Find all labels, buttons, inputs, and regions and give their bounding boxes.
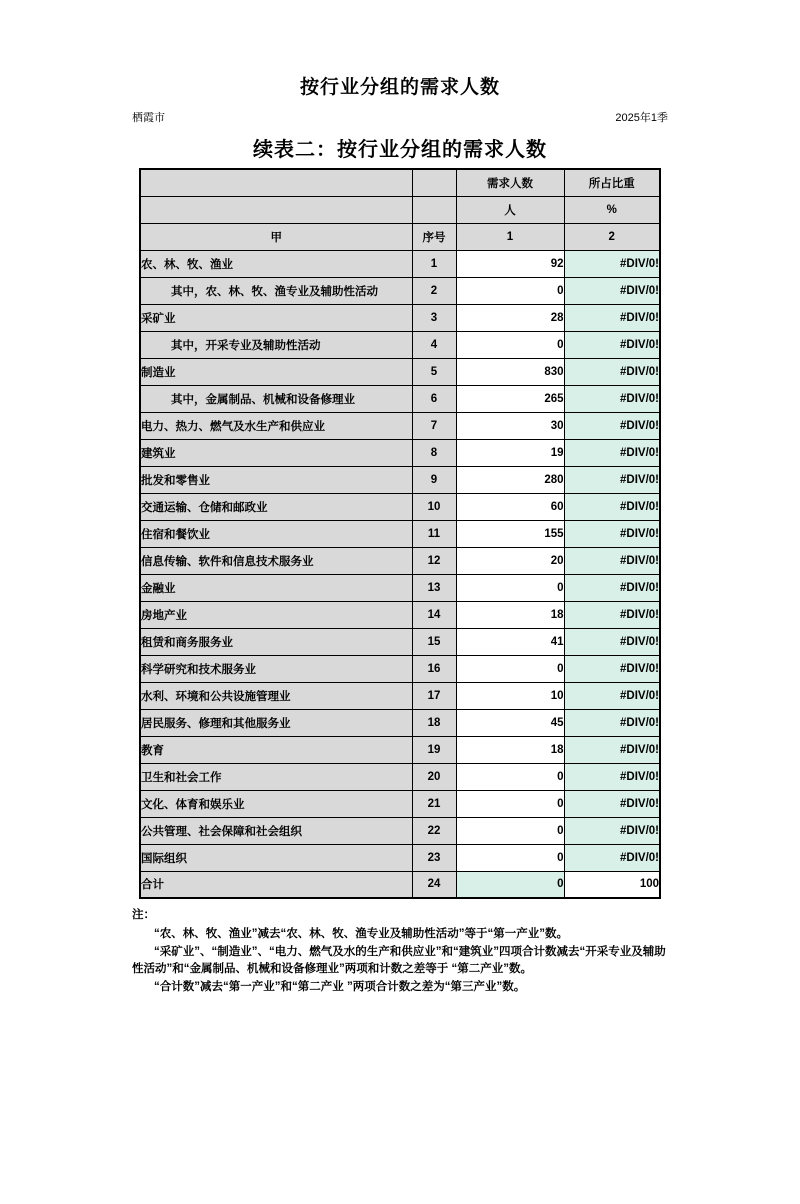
- row-industry-name: 合计: [140, 871, 412, 898]
- row-industry-name: 批发和零售业: [140, 466, 412, 493]
- row-sequence-number: 5: [412, 358, 456, 385]
- row-demand-value: 0: [456, 763, 564, 790]
- row-sequence-number: 10: [412, 493, 456, 520]
- row-demand-value: 19: [456, 439, 564, 466]
- table-title: 续表二：按行业分组的需求人数: [253, 139, 547, 161]
- row-share-value: #DIV/0!: [564, 628, 660, 655]
- industry-demand-table: [139, 168, 661, 899]
- table-row: [140, 601, 660, 628]
- row-demand-value: 0: [456, 655, 564, 682]
- table-row: [140, 439, 660, 466]
- row-industry-name: 公共管理、社会保障和社会组织: [140, 817, 412, 844]
- row-sequence-number: 7: [412, 412, 456, 439]
- row-sequence-number: 17: [412, 682, 456, 709]
- row-industry-name: 其中，农、林、牧、渔专业及辅助性活动: [140, 277, 412, 304]
- row-share-value: #DIV/0!: [564, 331, 660, 358]
- row-share-value: #DIV/0!: [564, 817, 660, 844]
- row-industry-name: 房地产业: [140, 601, 412, 628]
- row-demand-value: 0: [456, 331, 564, 358]
- row-share-value: #DIV/0!: [564, 412, 660, 439]
- header-col-2: 2: [564, 223, 660, 250]
- row-demand-value: 18: [456, 736, 564, 763]
- row-industry-name: 住宿和餐饮业: [140, 520, 412, 547]
- row-demand-value: 18: [456, 601, 564, 628]
- row-industry-name: 国际组织: [140, 844, 412, 871]
- row-share-value: #DIV/0!: [564, 709, 660, 736]
- table-row: [140, 790, 660, 817]
- table-row: [140, 871, 660, 898]
- row-demand-value: 10: [456, 682, 564, 709]
- table-header-row-3: [140, 223, 660, 250]
- table-row: [140, 358, 660, 385]
- row-share-value: #DIV/0!: [564, 682, 660, 709]
- row-sequence-number: 19: [412, 736, 456, 763]
- table-row: [140, 709, 660, 736]
- row-share-value: #DIV/0!: [564, 304, 660, 331]
- table-row: [140, 682, 660, 709]
- row-industry-name: 水利、环境和公共设施管理业: [140, 682, 412, 709]
- row-demand-value: 265: [456, 385, 564, 412]
- row-share-value: #DIV/0!: [564, 844, 660, 871]
- row-demand-value: 155: [456, 520, 564, 547]
- row-sequence-number: 2: [412, 277, 456, 304]
- table-row: [140, 412, 660, 439]
- document-meta: [132, 109, 668, 125]
- row-share-value: #DIV/0!: [564, 250, 660, 277]
- row-demand-value: 0: [456, 871, 564, 898]
- row-sequence-number: 20: [412, 763, 456, 790]
- table-row: [140, 628, 660, 655]
- document-page: [0, 72, 800, 1204]
- table-row: [140, 466, 660, 493]
- table-row: [140, 844, 660, 871]
- row-industry-name: 租赁和商务服务业: [140, 628, 412, 655]
- row-share-value: #DIV/0!: [564, 358, 660, 385]
- row-industry-name: 信息传输、软件和信息技术服务业: [140, 547, 412, 574]
- row-industry-name: 交通运输、仓储和邮政业: [140, 493, 412, 520]
- table-row: [140, 520, 660, 547]
- row-sequence-number: 6: [412, 385, 456, 412]
- row-industry-name: 电力、热力、燃气及水生产和供应业: [140, 412, 412, 439]
- period-label: 2025年1季: [615, 112, 668, 124]
- row-share-value: #DIV/0!: [564, 493, 660, 520]
- table-row: [140, 304, 660, 331]
- row-demand-value: 280: [456, 466, 564, 493]
- row-sequence-number: 16: [412, 655, 456, 682]
- table-row: [140, 277, 660, 304]
- row-demand-value: 45: [456, 709, 564, 736]
- table-row: [140, 655, 660, 682]
- row-industry-name: 其中，开采专业及辅助性活动: [140, 331, 412, 358]
- row-demand-value: 0: [456, 277, 564, 304]
- row-sequence-number: 1: [412, 250, 456, 277]
- row-share-value: #DIV/0!: [564, 439, 660, 466]
- row-sequence-number: 23: [412, 844, 456, 871]
- row-share-value: #DIV/0!: [564, 520, 660, 547]
- row-industry-name: 科学研究和技术服务业: [140, 655, 412, 682]
- row-demand-value: 830: [456, 358, 564, 385]
- row-sequence-number: 13: [412, 574, 456, 601]
- row-sequence-number: 18: [412, 709, 456, 736]
- row-demand-value: 28: [456, 304, 564, 331]
- row-share-value: #DIV/0!: [564, 547, 660, 574]
- table-row: [140, 493, 660, 520]
- row-demand-value: 20: [456, 547, 564, 574]
- row-share-value: 100: [564, 871, 660, 898]
- table-row: [140, 385, 660, 412]
- row-sequence-number: 8: [412, 439, 456, 466]
- row-share-value: #DIV/0!: [564, 277, 660, 304]
- row-industry-name: 卫生和社会工作: [140, 763, 412, 790]
- table-row: [140, 250, 660, 277]
- table-header-row-1: [140, 169, 660, 196]
- row-share-value: #DIV/0!: [564, 763, 660, 790]
- row-industry-name: 其中，金属制品、机械和设备修理业: [140, 385, 412, 412]
- row-demand-value: 60: [456, 493, 564, 520]
- row-demand-value: 30: [456, 412, 564, 439]
- table-row: [140, 736, 660, 763]
- row-industry-name: 采矿业: [140, 304, 412, 331]
- row-share-value: #DIV/0!: [564, 466, 660, 493]
- page-title: 按行业分组的需求人数: [299, 77, 500, 98]
- row-industry-name: 文化、体育和娱乐业: [140, 790, 412, 817]
- header-col-1: 1: [456, 223, 564, 250]
- row-demand-value: 0: [456, 574, 564, 601]
- note-line: “农、林、牧、渔业”减去“农、林、牧、渔专业及辅助性活动”等于“第一产业”数。: [154, 927, 568, 940]
- notes-heading: 注：: [132, 909, 155, 921]
- note-line: “合计数”减去“第一产业”和“第二产业 ”两项合计数之差为“第三产业”数。: [154, 981, 526, 994]
- row-demand-value: 41: [456, 628, 564, 655]
- table-row: [140, 817, 660, 844]
- row-sequence-number: 14: [412, 601, 456, 628]
- row-demand-value: 0: [456, 844, 564, 871]
- note-line: “采矿业”、“制造业”、“电力、燃气及水的生产和供应业”和“建筑业”四项合计数减去“开采专业及辅助性活动”和“金属制品、机械和设备修理业”两项和计数之差等于 “第二产业”数。: [132, 945, 666, 976]
- row-share-value: #DIV/0!: [564, 385, 660, 412]
- table-body: [140, 250, 660, 898]
- row-share-value: #DIV/0!: [564, 790, 660, 817]
- row-sequence-number: 24: [412, 871, 456, 898]
- header-demand-people: 需求人数: [456, 169, 564, 196]
- row-sequence-number: 15: [412, 628, 456, 655]
- region-label: 栖霞市: [132, 112, 165, 124]
- header-blank-cell-4: [412, 196, 456, 223]
- row-demand-value: 92: [456, 250, 564, 277]
- table-row: [140, 547, 660, 574]
- row-industry-name: 居民服务、修理和其他服务业: [140, 709, 412, 736]
- row-share-value: #DIV/0!: [564, 574, 660, 601]
- row-industry-name: 教育: [140, 736, 412, 763]
- row-share-value: #DIV/0!: [564, 655, 660, 682]
- row-industry-name: 建筑业: [140, 439, 412, 466]
- header-blank-cell-3: [140, 196, 412, 223]
- row-industry-name: 金融业: [140, 574, 412, 601]
- header-blank-cell-2: [412, 169, 456, 196]
- row-sequence-number: 3: [412, 304, 456, 331]
- notes-section: [132, 907, 668, 997]
- header-unit-percent: %: [564, 196, 660, 223]
- row-sequence-number: 22: [412, 817, 456, 844]
- row-sequence-number: 4: [412, 331, 456, 358]
- row-sequence-number: 21: [412, 790, 456, 817]
- table-row: [140, 574, 660, 601]
- row-demand-value: 0: [456, 790, 564, 817]
- row-sequence-number: 11: [412, 520, 456, 547]
- row-industry-name: 制造业: [140, 358, 412, 385]
- row-share-value: #DIV/0!: [564, 736, 660, 763]
- table-row: [140, 763, 660, 790]
- notes-list: [132, 926, 668, 997]
- row-industry-name: 农、林、牧、渔业: [140, 250, 412, 277]
- header-blank-cell: [140, 169, 412, 196]
- table-header-row-2: [140, 196, 660, 223]
- header-col-name: 甲: [140, 223, 412, 250]
- row-share-value: #DIV/0!: [564, 601, 660, 628]
- table-row: [140, 331, 660, 358]
- row-sequence-number: 9: [412, 466, 456, 493]
- header-col-seq: 序号: [412, 223, 456, 250]
- header-share: 所占比重: [564, 169, 660, 196]
- header-unit-people: 人: [456, 196, 564, 223]
- row-demand-value: 0: [456, 817, 564, 844]
- row-sequence-number: 12: [412, 547, 456, 574]
